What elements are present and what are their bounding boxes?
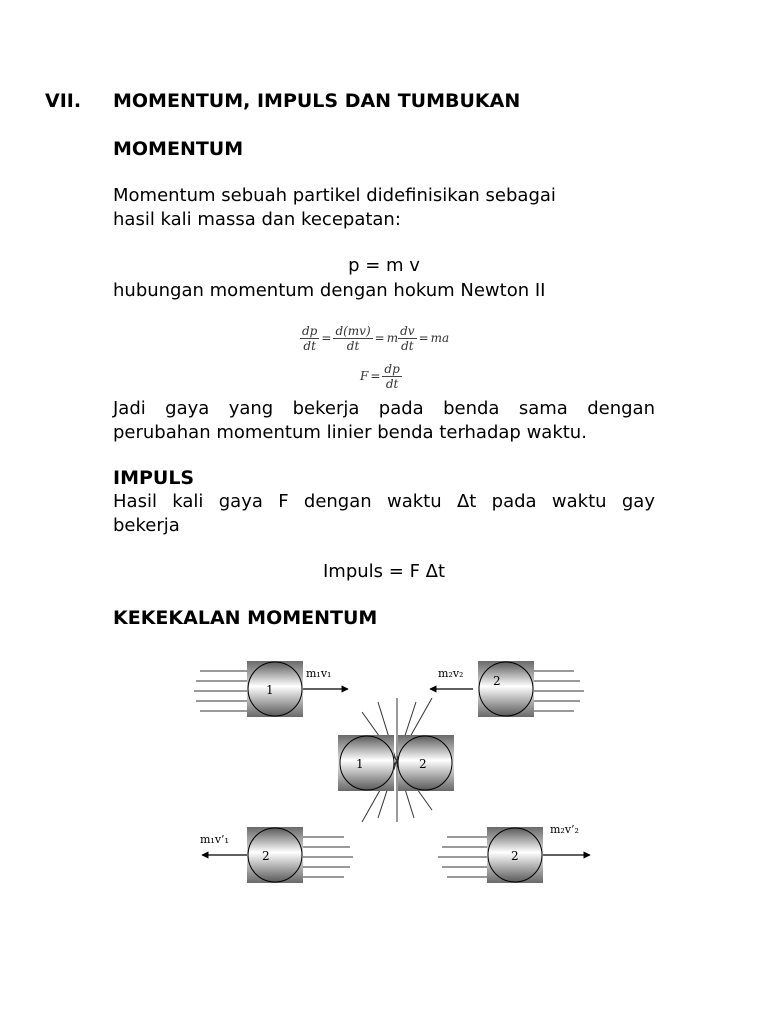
ball-2-after (438, 823, 590, 883)
ball-2-before (430, 661, 584, 717)
impuls-equation: Impuls = F Δt (322, 561, 446, 582)
conclusion-line1: Jadi gaya yang bekerja pada benda sama dengan (113, 398, 655, 419)
section-title-impuls: IMPULS (113, 467, 195, 489)
momentum-conclusion (113, 397, 655, 445)
chapter-title: MOMENTUM, IMPULS DAN TUMBUKAN (113, 90, 521, 112)
collision-diagram (190, 650, 600, 890)
force-formula: F = $\frac{dp}{dt}$ (360, 362, 400, 391)
frac-dv-dt: $\frac{dv}{dt}$ (400, 324, 415, 353)
section-title-kekekalan: KEKEKALAN MOMENTUM (113, 607, 378, 629)
frac-dp-dt-force: $\frac{dp}{dt}$ (384, 362, 400, 391)
momentum-equation: p = m v (348, 255, 420, 276)
label-m1v1: m₁v₁ (306, 667, 332, 680)
ball-1-after (200, 827, 353, 883)
ball-1-before (194, 661, 348, 717)
conclusion-line2: perubahan momentum linier benda terhadap waktu. (113, 422, 587, 443)
momentum-definition (113, 184, 655, 232)
collision-ball-2-label: 2 (419, 757, 427, 771)
impuls-line2: bekerja (113, 515, 180, 536)
newton-relation-text: hubungan momentum dengan hokum Newton II (113, 280, 546, 301)
label-m1v1-prime: m₁v’₁ (200, 833, 229, 846)
bottom-right-ball-label: 2 (511, 849, 519, 863)
momentum-derivative-formula: $\frac{dp}{dt}$ = $\frac{d(mv)}{dt}$ = m $\frac{dv}{dt}$ = ma (302, 324, 450, 353)
collision-moment (338, 698, 454, 822)
impuls-definition (113, 490, 655, 538)
bottom-left-ball-label: 2 (262, 849, 270, 863)
frac-dp-dt: $\frac{dp}{dt}$ (302, 324, 318, 353)
momentum-definition-line1: Momentum sebuah partikel didefinisikan sebagai (113, 185, 556, 206)
frac-dmv-dt: $\frac{d(mv)}{dt}$ (335, 324, 371, 353)
ball-1-label: 1 (266, 683, 274, 697)
momentum-definition-line2: hasil kali massa dan kecepatan: (113, 209, 401, 230)
chapter-number: VII. (45, 90, 82, 112)
impuls-line1: Hasil kali gaya F dengan waktu Δt pada waktu gay (113, 491, 655, 512)
ball-2-label: 2 (493, 674, 501, 688)
label-m2v2: m₂v₂ (438, 667, 464, 680)
collision-ball-1-label: 1 (356, 757, 364, 771)
label-m2v2-prime: m₂v’₂ (550, 823, 579, 836)
section-title-momentum: MOMENTUM (113, 138, 244, 160)
